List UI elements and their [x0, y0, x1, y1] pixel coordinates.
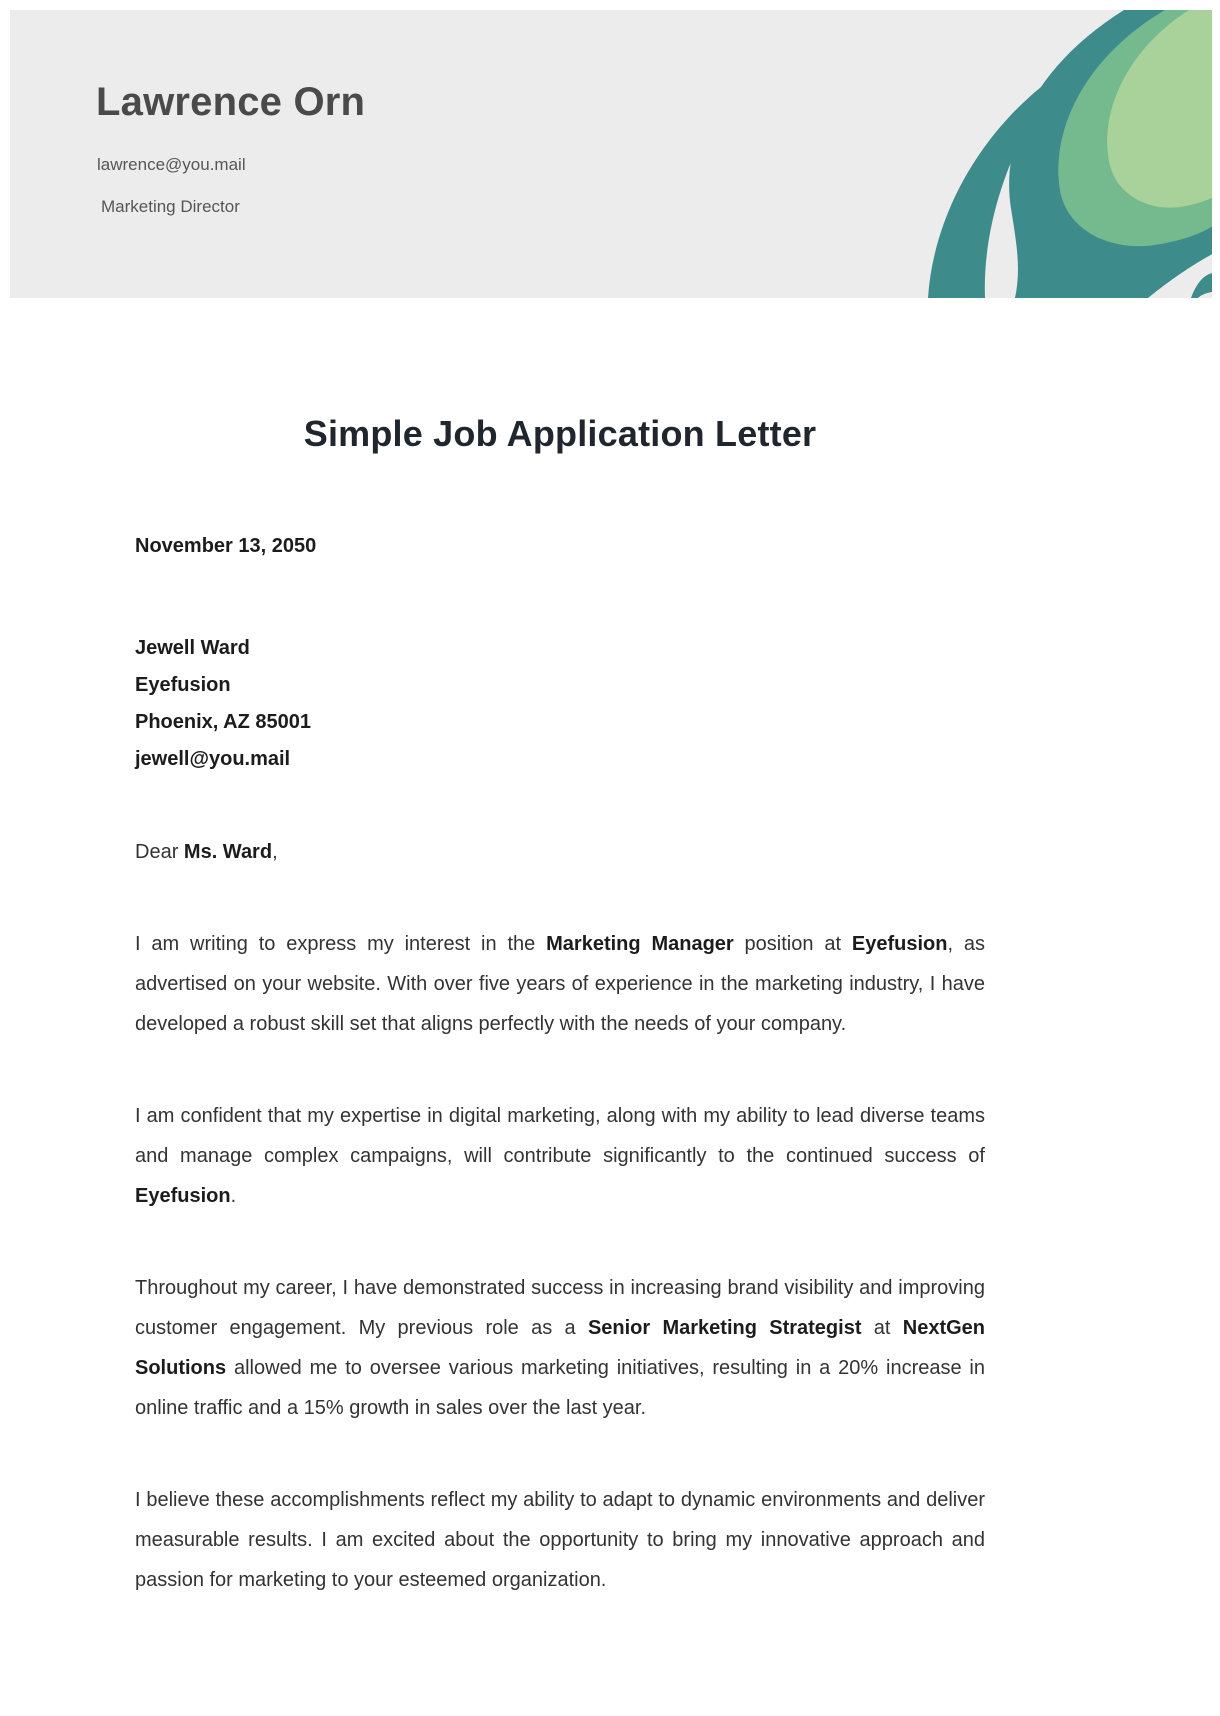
salutation: Dear Ms. Ward, — [135, 841, 278, 863]
letter-body — [135, 412, 985, 1600]
decorative-swoosh-graphic — [812, 10, 1212, 298]
letter-title: Simple Job Application Letter — [303, 413, 817, 454]
recipient-email: jewell@you.mail — [135, 748, 291, 770]
sender-email: lawrence@you.mail — [97, 155, 246, 174]
letterhead — [10, 10, 1212, 298]
paragraph-confidence: I am confident that my expertise in digital marketing, along with my ability to lead diverse teams and manage complex campaigns, will contribute significantly to the continued success of Eyefusion. — [135, 1105, 985, 1207]
letter-date: November 13, 2050 — [135, 535, 317, 557]
sender-name: Lawrence Orn — [96, 80, 366, 124]
recipient-name: Jewell Ward — [135, 637, 250, 659]
recipient-company: Eyefusion — [135, 674, 231, 696]
swoosh-corner-band-teal — [1191, 273, 1212, 298]
recipient-block — [135, 630, 985, 778]
recipient-address: Phoenix, AZ 85001 — [135, 711, 311, 733]
paragraph-career: Throughout my career, I have demonstrated success in increasing brand visibility and improving customer engagement. My previous role as a Senior Marketing Strategist at NextGen Solutions allowed me to oversee various marketing initiatives, resulting in a 20% increase in online traffic and a 15% growth in sales over the last year. — [135, 1277, 986, 1419]
paragraph-intro: I am writing to express my interest in the Marketing Manager position at Eyefusion, as advertised on your website. With over five years of experience in the marketing industry, I have developed a robust skill set that aligns perfectly with the needs of your company. — [135, 933, 986, 1035]
sender-role: Marketing Director — [101, 197, 240, 216]
paragraph-closing: I believe these accomplishments reflect my ability to adapt to dynamic environments and deliver measurable results. I am excited about the opportunity to bring my innovative approach and passion for marketing to your esteemed organization. — [135, 1489, 985, 1591]
